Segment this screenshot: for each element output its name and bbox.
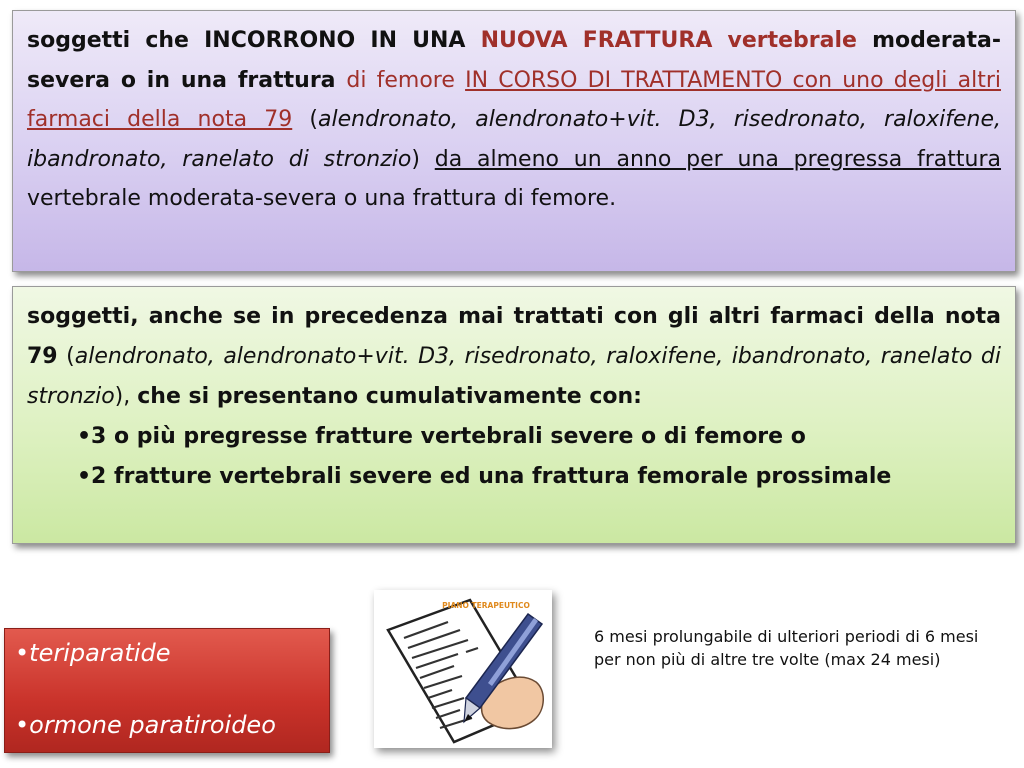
text-run: moderata-severa o in una frattura	[27, 28, 1001, 93]
eligibility-text-1	[27, 21, 1001, 219]
text-run: )	[411, 146, 435, 172]
drug-list-italic: alendronato, alendronato+vit. D3, risedronato, raloxifene, ibandronato, ranelato di stronzio	[27, 344, 1002, 409]
text-run: soggetti, anche se in precedenza mai trattati con gli altri farmaci della nota 79	[27, 304, 1001, 369]
eligibility-box-1	[12, 10, 1016, 272]
pen-writing-icon	[374, 590, 552, 748]
text-run: vertebrale moderata-severa o una frattura di femore.	[27, 186, 617, 211]
bullet-item: •2 fratture vertebrali severe ed una frattura femorale prossimale	[77, 464, 892, 489]
drug-item-teriparatide: •teriparatide	[15, 639, 171, 667]
eligibility-box-2	[12, 286, 1016, 544]
eligibility-text-2	[27, 297, 1001, 417]
text-run-underlined-highlight: IN CORSO DI TRATTAMENTO con uno degli altri farmaci della nota 79	[27, 67, 1001, 132]
text-run: che si presentano cumulativamente con:	[137, 384, 642, 409]
duration-note: 6 mesi prolungabile di ulteriori periodi di 6 mesi per non più di altre tre volte (max 24 mesi)	[594, 627, 979, 669]
text-run: (	[57, 344, 75, 369]
text-run: ),	[114, 384, 138, 409]
drug-item-ormone-paratiroideo: •ormone paratiroideo	[15, 711, 276, 739]
text-run-underlined: da almeno un anno per una pregressa frattura	[434, 146, 1002, 172]
therapy-plan-illustration	[374, 590, 552, 748]
text-run: (	[292, 107, 318, 132]
text-run-highlight: di femore	[346, 67, 455, 93]
bullet-item: •3 o più pregresse fratture vertebrali severe o di femore o	[77, 424, 806, 449]
illustration-label: PIANO TERAPEUTICO	[442, 601, 530, 610]
text-run: soggetti che INCORRONO IN UNA	[27, 28, 481, 53]
text-run	[455, 68, 465, 93]
text-run-highlight: NUOVA FRATTURA vertebrale	[480, 28, 857, 53]
drug-list-italic: alendronato, alendronato+vit. D3, risedronato, raloxifene, ibandronato, ranelato di stronzio	[27, 107, 1002, 172]
drug-list-box	[4, 628, 330, 753]
